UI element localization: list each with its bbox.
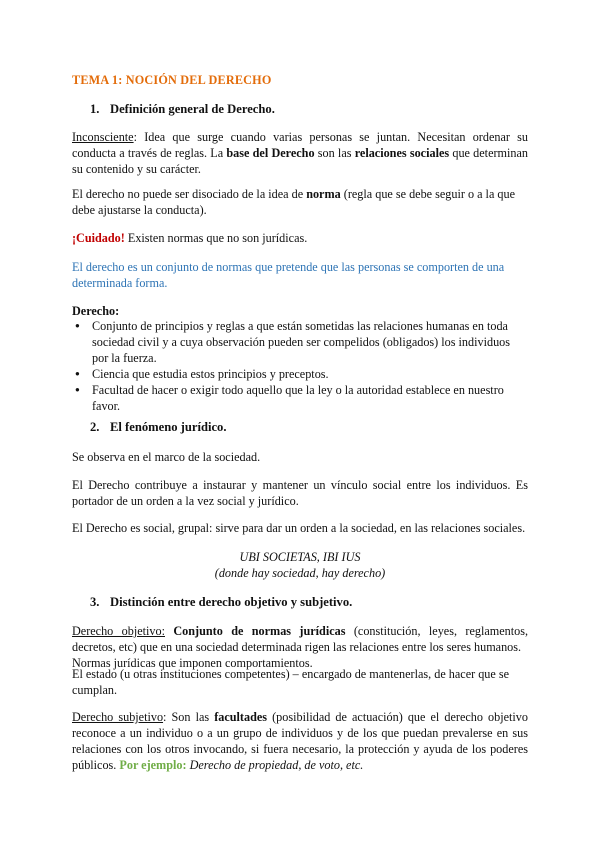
text: El derecho no puede ser disociado de la idea de	[72, 187, 307, 201]
section-heading-1	[90, 101, 510, 117]
text: son las	[314, 146, 355, 160]
text: : Idea que surge cuando varias personas se juntan. Necesitan ordenar su conducta a través de reglas. La	[72, 130, 528, 160]
paragraph-social: El Derecho es social, grupal: sirve para dar un orden a la sociedad, en las relaciones sociales.	[72, 521, 526, 535]
section-heading-3	[90, 594, 510, 610]
text: (regla que se debe seguir o a la que debe ajustarse la conducta).	[72, 187, 515, 217]
list-item: ● Ciencia que estudia estos principios y preceptos.	[72, 366, 528, 382]
text: (constitución, leyes, reglamentos, decretos, etc) que en una sociedad determinada rigen las relaciones entre los seres humanos.	[72, 624, 528, 654]
example-label: Por ejemplo:	[119, 758, 187, 772]
quote-translation: (donde hay sociedad, hay derecho)	[214, 566, 386, 580]
text: Existen normas que no son jurídicas.	[124, 231, 308, 245]
derecho-label: Derecho:	[72, 304, 120, 318]
section-number: 1.	[90, 102, 100, 116]
example-text: Derecho de propiedad, de voto, etc.	[186, 758, 364, 772]
paragraph-derecho-subjetivo	[72, 709, 528, 773]
term-label: Inconsciente	[72, 130, 134, 144]
paragraph-estado: El estado (u otras instituciones competentes) – encargado de mantenerlas, de hacer que se cumplan.	[72, 667, 510, 697]
section-title: El fenómeno jurídico.	[110, 420, 227, 434]
quote-latin: UBI SOCIETAS, IBI IUS	[239, 550, 361, 564]
warning-label: ¡Cuidado!	[72, 231, 125, 245]
section-number: 2.	[90, 420, 100, 434]
bold-text: base del Derecho	[226, 146, 315, 160]
term-label: Derecho subjetivo	[72, 710, 164, 724]
paragraph-marco: Se observa en el marco de la sociedad.	[72, 450, 261, 464]
paragraph-normas-line: Normas jurídicas que imponen comportamientos.	[72, 656, 313, 670]
list-item: ● Facultad de hacer o exigir todo aquello que la ley o la autoridad establece en nuestro favor.	[72, 382, 528, 414]
bold-text: relaciones sociales	[354, 146, 450, 160]
section-heading-2	[90, 419, 510, 435]
section-title: Distinción entre derecho objetivo y subjetivo.	[110, 595, 353, 609]
text: (posibilidad de actuación) que el derecho objetivo reconoce a un individuo o a un grupo de individuos y de los que puedan prevalerse en sus relaciones con los otros invocando, si fuera necesario, la protección y ayuda de los poderes públicos.	[72, 710, 528, 772]
section-title: Definición general de Derecho.	[110, 102, 275, 116]
paragraph-inconsciente	[72, 129, 528, 177]
section-number: 3.	[90, 595, 100, 609]
bold-text: Conjunto de normas jurídicas	[165, 624, 346, 638]
paragraph-norma	[72, 186, 528, 218]
derecho-list	[72, 318, 528, 414]
bold-text: facultades	[214, 710, 268, 724]
bold-text: norma	[306, 187, 341, 201]
list-item: ● Conjunto de principios y reglas a que están sometidas las relaciones humanas en toda sociedad civil y a cuya observación pueden ser compelidos (obligados) los individuos por la fuerza.	[72, 318, 528, 366]
text: que determinan su contenido y su carácter.	[72, 146, 529, 176]
paragraph-vinculo: El Derecho contribuye a instaurar y mantener un vínculo social entre los individuos. Es portador de un orden a la vez social y jurídico.	[72, 478, 528, 508]
document-title: TEMA 1: NOCIÓN DEL DERECHO	[72, 73, 272, 87]
paragraph-derecho-objetivo	[72, 623, 528, 655]
text: : Son las	[163, 710, 215, 724]
term-label: Derecho objetivo:	[72, 624, 165, 638]
paragraph-warning	[72, 230, 528, 246]
paragraph-definition-highlight: El derecho es un conjunto de normas que pretende que las personas se comporten de una determinada forma.	[72, 260, 505, 290]
